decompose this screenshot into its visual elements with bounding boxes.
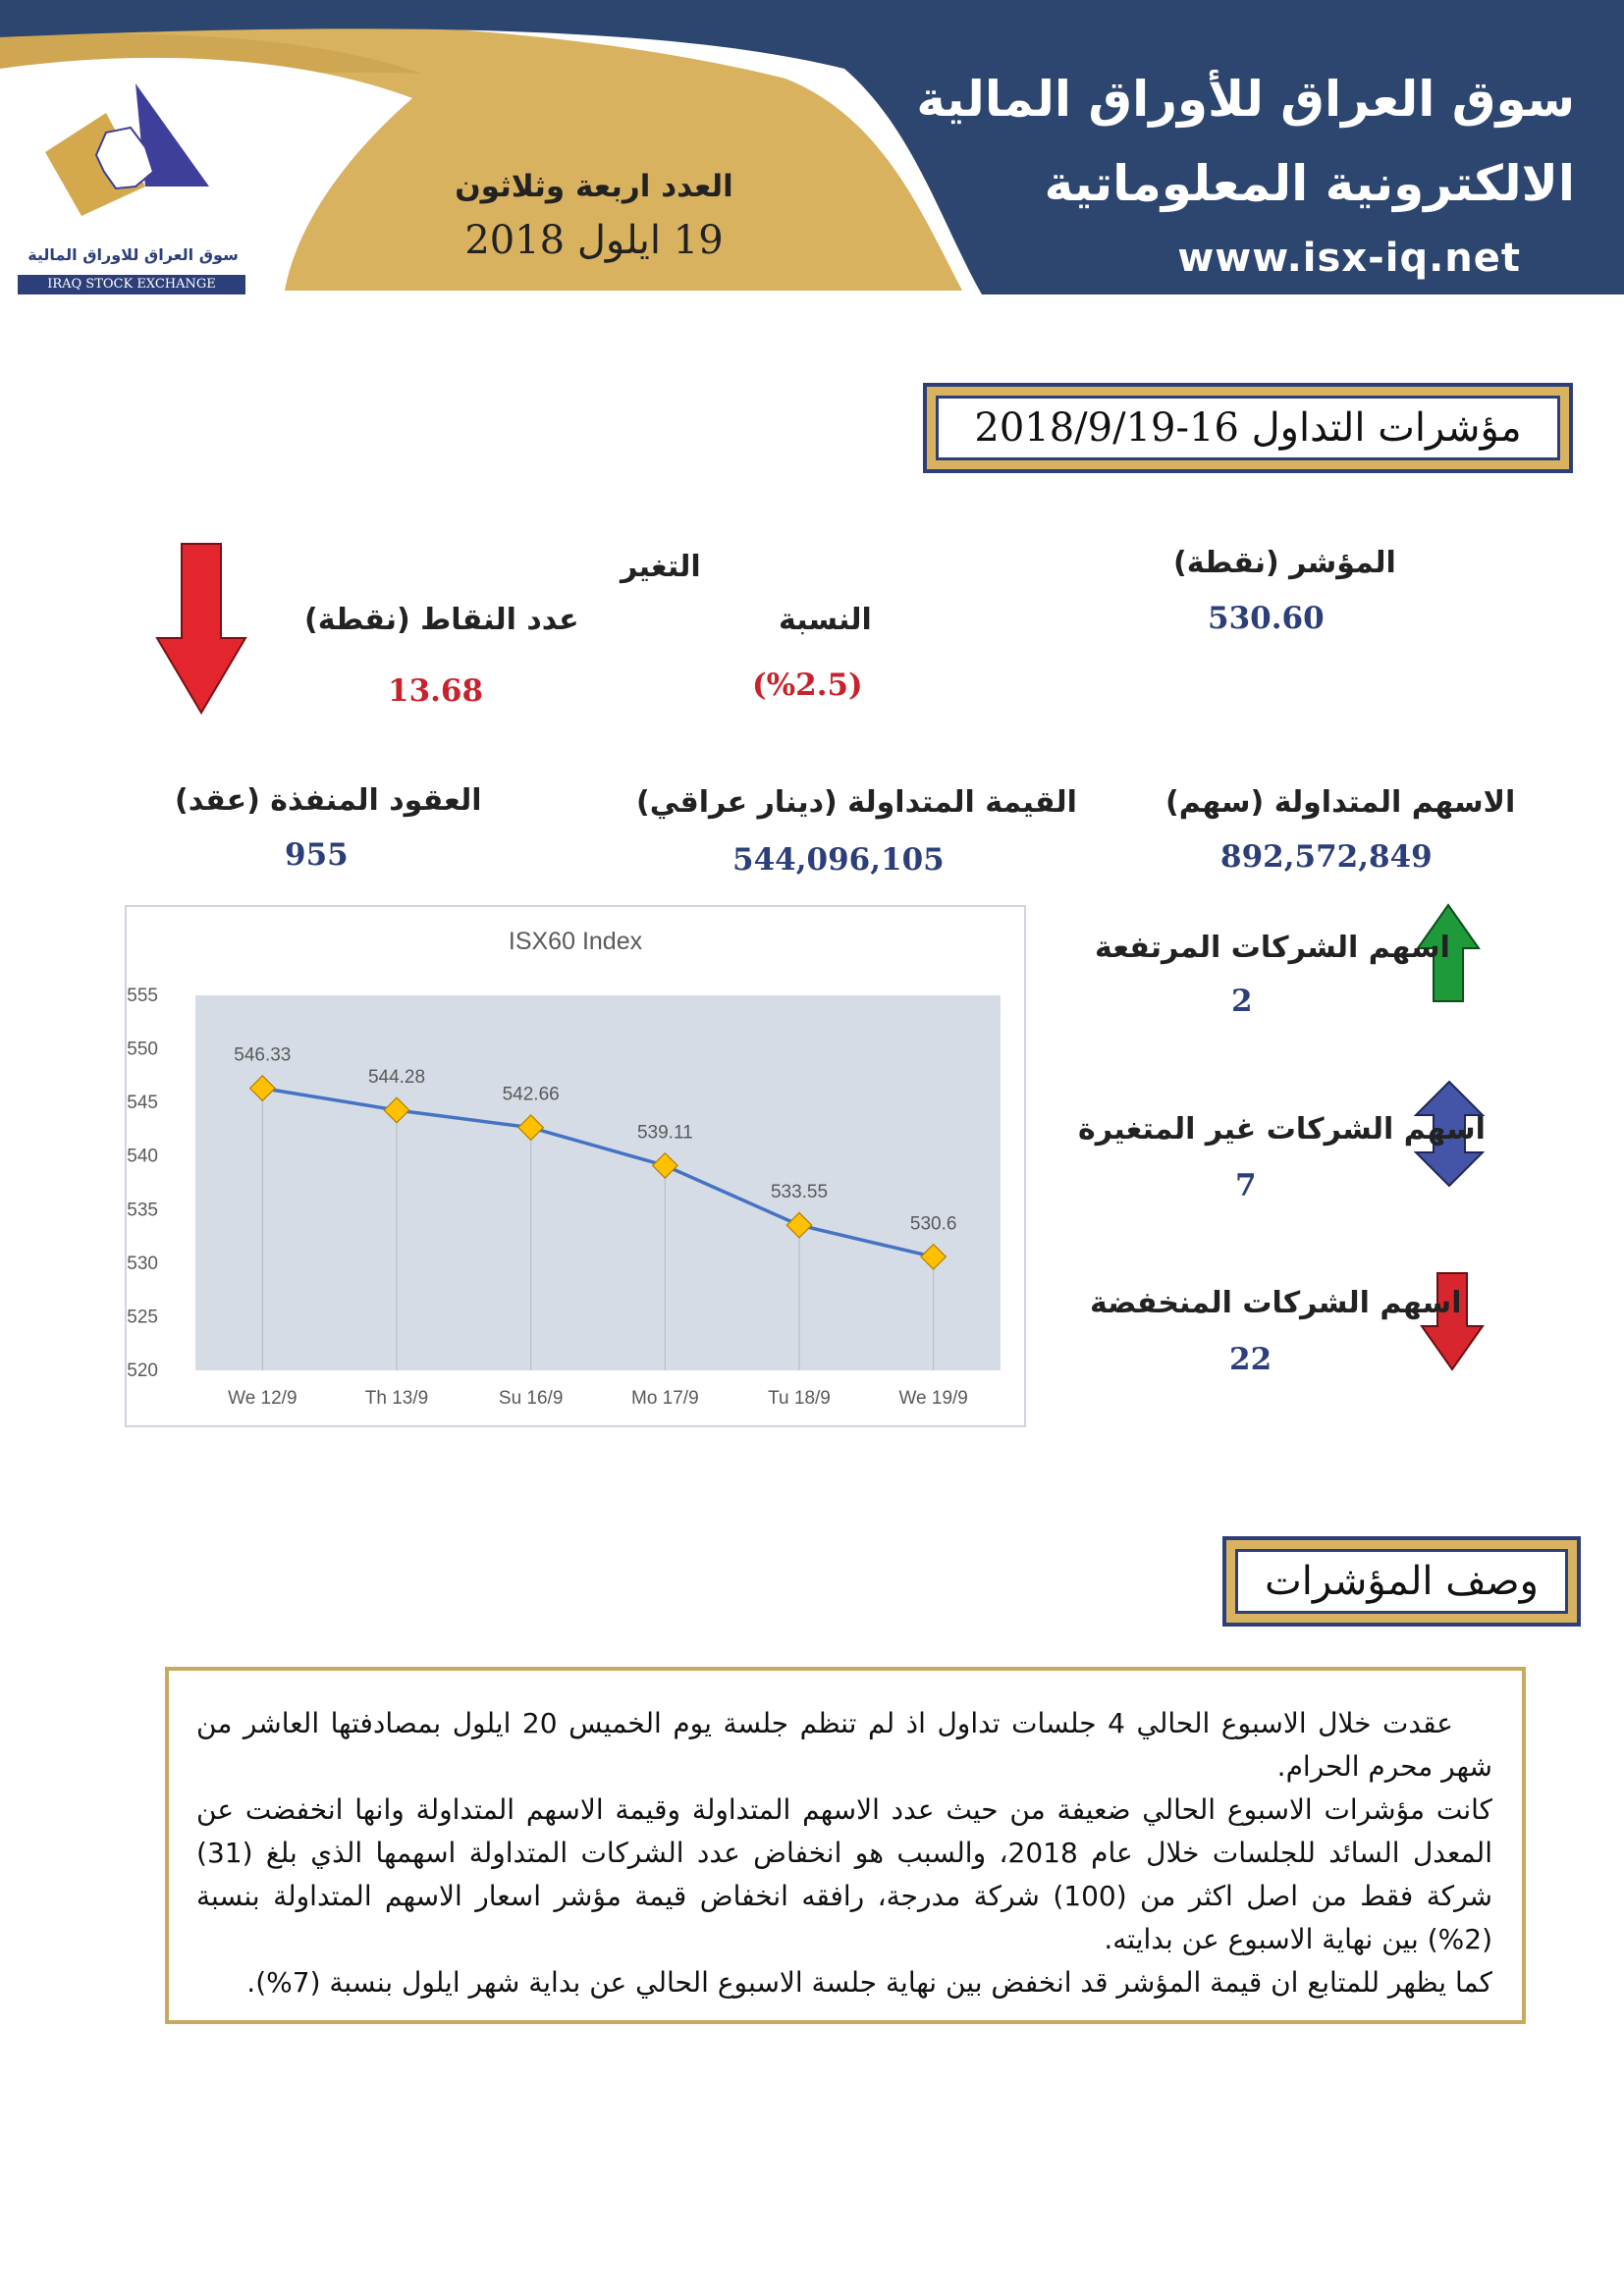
logo-text-english: IRAQ STOCK EXCHANGE: [18, 275, 245, 294]
section-title: مؤشرات التداول 16-2018/9/19: [936, 396, 1560, 460]
data-label: 542.66: [502, 1084, 560, 1105]
index-label: المؤشر (نقطة): [1173, 546, 1396, 580]
issue-number: العدد اربعة وثلاثون: [455, 169, 733, 204]
down-arrow-icon: [155, 542, 247, 715]
y-tick-label: 530: [127, 1253, 158, 1274]
description-title-box: [1222, 1536, 1581, 1627]
x-tick-label: Th 13/9: [364, 1388, 429, 1409]
logo-text-arabic: سوق العراق للاوراق المالية: [27, 245, 239, 264]
chart-title: ISX60 Index: [508, 928, 643, 955]
unchanged-label: اسهم الشركات غير المتغيرة: [1078, 1112, 1486, 1147]
y-tick-label: 540: [127, 1146, 158, 1167]
contracts-label: العقود المنفذة (عقد): [175, 783, 482, 818]
shares-label: الاسهم المتداولة (سهم): [1165, 785, 1516, 820]
data-label: 544.28: [367, 1067, 426, 1089]
change-label: التغير: [621, 550, 701, 584]
y-tick-label: 550: [127, 1039, 158, 1060]
falling-value: 22: [1229, 1342, 1272, 1377]
description-box: [165, 1667, 1526, 2024]
description-title: وصف المؤشرات: [1235, 1549, 1568, 1614]
issue-date: 19 ايلول 2018: [464, 218, 724, 263]
traded-value: 544,096,105: [732, 842, 945, 878]
plot-area: [195, 995, 1001, 1370]
data-label: 546.33: [234, 1044, 292, 1066]
brand-title-line1: سوق العراق للأوراق المالية: [916, 71, 1575, 128]
shares-value: 892,572,849: [1220, 839, 1433, 875]
falling-label: اسهم الشركات المنخفضة: [1090, 1286, 1462, 1320]
percent-label: النسبة: [779, 603, 872, 637]
x-tick-label: We 12/9: [228, 1388, 298, 1409]
brand-title-line2: الالكترونية المعلوماتية: [1044, 155, 1575, 212]
contracts-value: 955: [285, 837, 349, 873]
description-paragraph-2: كانت مؤشرات الاسبوع الحالي ضعيفة من حيث عدد الاسهم المتداولة وقيمة الاسهم المتداولة وانها انخفضت عن المعدل السائد للجلسات خلال عام 2018، والسبب هو انخفاض عدد الشركات المتداولة اسهمها الذي بلغ (31) شركة فقط من اصل اكثر من (100) شركة مدرجة، رافقه انخفاض قيمة مؤشر اسعار الاسهم المتداولة بنسبة (2%) بين نهاية الاسبوع عن بدايته.: [196, 1793, 1492, 1955]
section-title-box: [923, 383, 1573, 473]
rising-label: اسهم الشركات المرتفعة: [1095, 931, 1450, 965]
x-tick-label: Tu 18/9: [768, 1388, 831, 1409]
description-paragraph-3: كما يظهر للمتابع ان قيمة المؤشر قد انخفض بين نهاية جلسة الاسبوع الحالي عن بداية شهر ايلول بنسبة (7%).: [246, 1966, 1492, 1999]
y-tick-label: 520: [127, 1361, 158, 1381]
points-value: 13.68: [388, 673, 484, 709]
unchanged-value: 7: [1235, 1168, 1257, 1203]
description-paragraph-1: عقدت خلال الاسبوع الحالي 4 جلسات تداول اذ لم تنظم جلسة يوم الخميس 20 ايلول بمصادفتها العاشر من شهر محرم الحرام.: [196, 1707, 1492, 1783]
data-label: 530.6: [909, 1213, 957, 1235]
rising-value: 2: [1231, 984, 1253, 1019]
website-link[interactable]: www.isx-iq.net: [1177, 236, 1521, 281]
y-tick-label: 555: [127, 986, 158, 1006]
x-tick-label: Mo 17/9: [631, 1388, 699, 1409]
percent-value: (%2.5): [752, 667, 863, 703]
y-tick-label: 545: [127, 1093, 158, 1114]
chart-svg: [127, 907, 1024, 1425]
x-tick-label: Su 16/9: [498, 1388, 564, 1409]
points-label: عدد النقاط (نقطة): [304, 603, 579, 637]
y-tick-label: 525: [127, 1307, 158, 1328]
isx60-chart: [125, 905, 1026, 1427]
isx-logo-icon: [37, 79, 214, 236]
x-tick-label: We 19/9: [898, 1388, 968, 1409]
y-tick-label: 535: [127, 1200, 158, 1221]
data-label: 533.55: [770, 1182, 829, 1203]
index-value: 530.60: [1208, 601, 1325, 636]
data-label: 539.11: [636, 1122, 693, 1144]
traded-value-label: القيمة المتداولة (دينار عراقي): [636, 785, 1077, 820]
